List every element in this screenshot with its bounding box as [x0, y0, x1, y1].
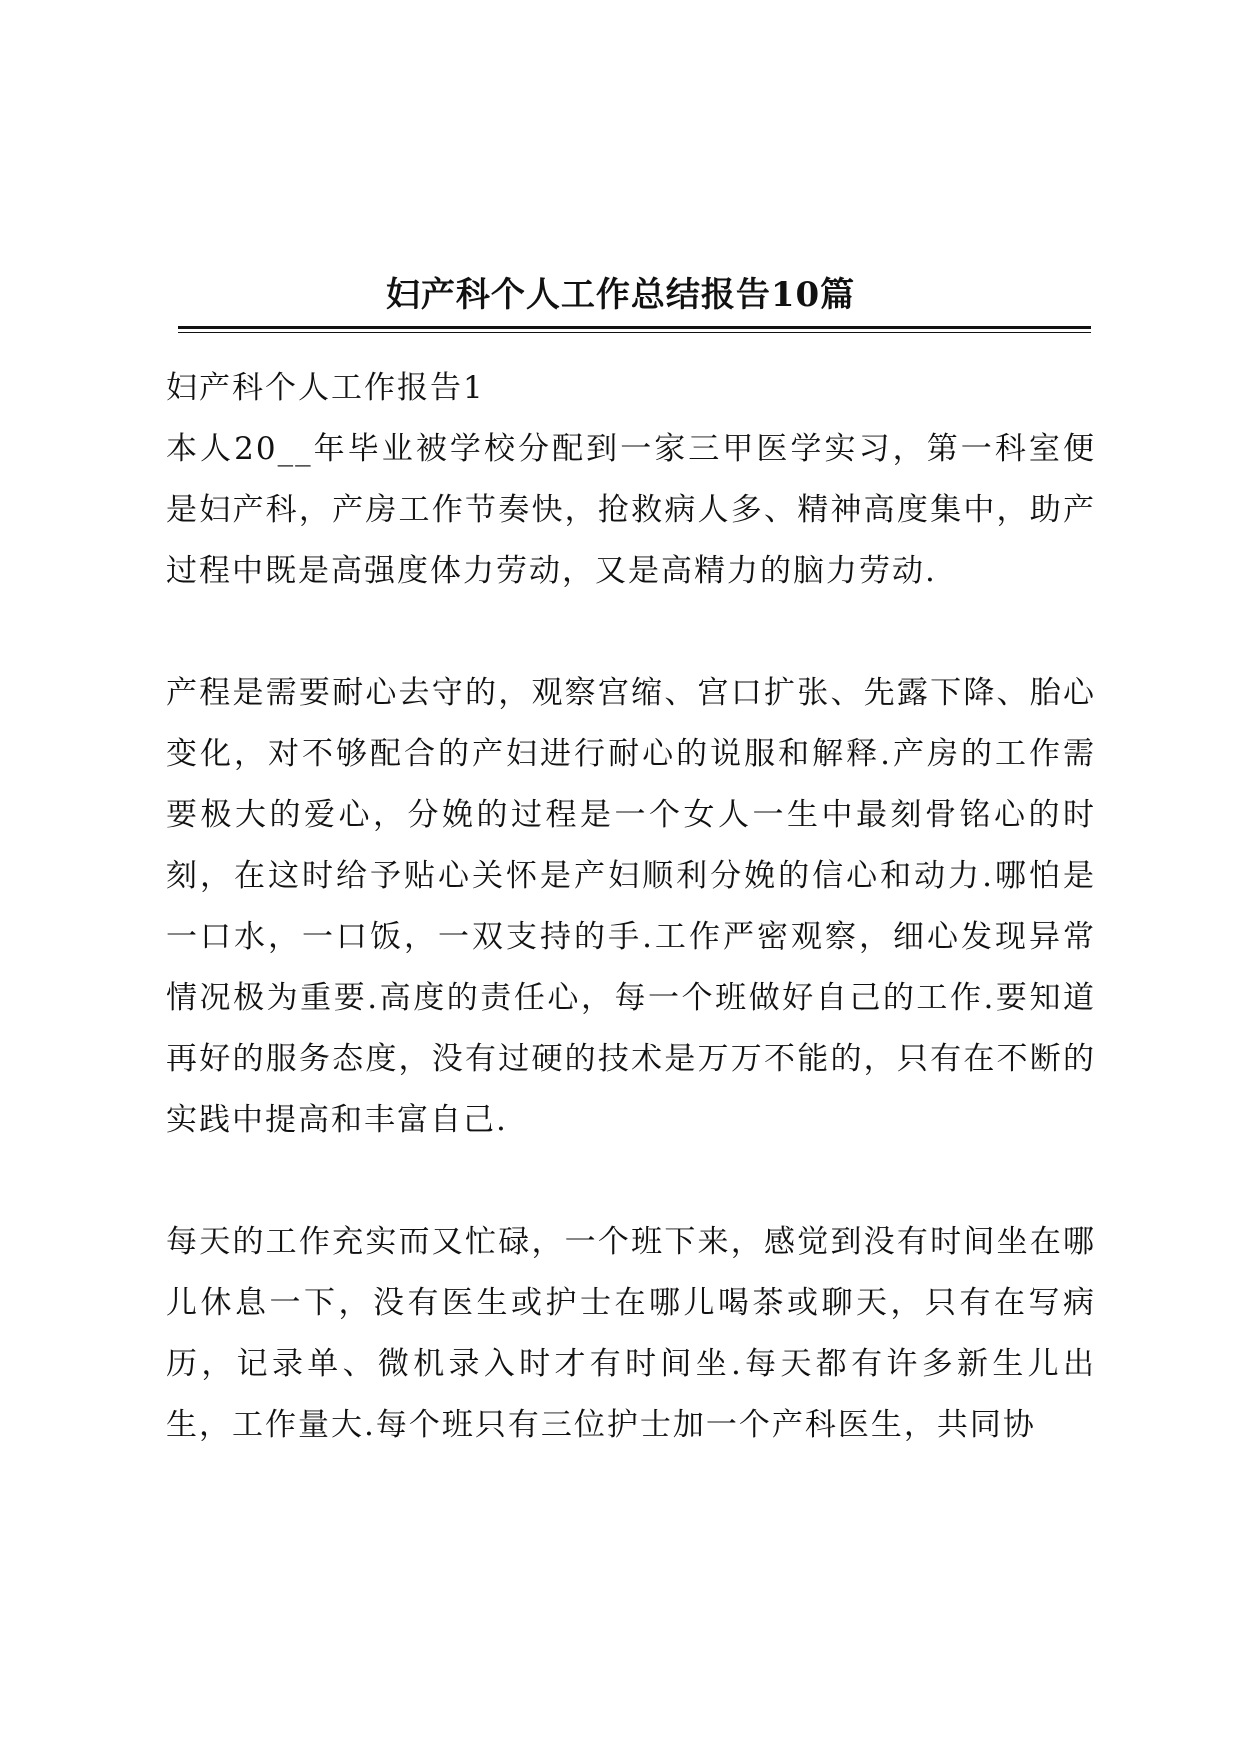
- section-heading: 妇产科个人工作报告1: [166, 370, 485, 406]
- document-body: [166, 358, 1096, 1456]
- paragraph-2: 产程是需要耐心去守的，观察宫缩、宫口扩张、先露下降、胎心变化，对不够配合的产妇进行耐心的说服和解释.产房的工作需要极大的爱心，分娩的过程是一个女人一生中最刻骨铭心的时刻，在这时给予贴心关怀是产妇顺利分娩的信心和动力.哪怕是一口水，一口饭，一双支持的手.工作严密观察，细心发现异常情况极为重要.高度的责任心，每一个班做好自己的工作.要知道再好的服务态度，没有过硬的技术是万万不能的，只有在不断的实践中提高和丰富自己.: [166, 675, 1096, 1138]
- paragraph-1: 本人20__年毕业被学校分配到一家三甲医学实习，第一科室便是妇产科，产房工作节奏快，抢救病人多、精神高度集中，助产过程中既是高强度体力劳动，又是高精力的脑力劳动.: [166, 431, 1096, 589]
- paragraph-3: 每天的工作充实而又忙碌，一个班下来，感觉到没有时间坐在哪儿休息一下，没有医生或护士在哪儿喝茶或聊天，只有在写病历，记录单、微机录入时才有时间坐.每天都有许多新生儿出生，工作量大.每个班只有三位护士加一个产科医生，共同协: [166, 1224, 1096, 1443]
- document-title: 妇产科个人工作总结报告10篇: [385, 274, 856, 315]
- title-divider: [178, 326, 1091, 333]
